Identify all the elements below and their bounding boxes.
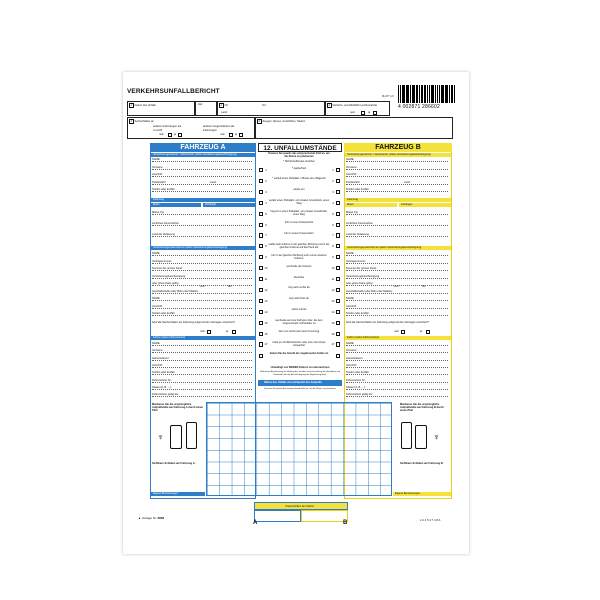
circumstance-9: fuhr in der gleichen Richtung und in einer anderen Kolonne	[271, 253, 327, 260]
b-truck-icon[interactable]	[401, 422, 412, 449]
injuries-label: Verletzte, einschließlich Leichtverletzte	[332, 103, 378, 107]
circ-b-number-13: 13	[331, 298, 335, 303]
barcode-bar	[421, 85, 423, 103]
witnesses-label: Zeugen: Namen, Anschriften, Telefon	[262, 119, 306, 123]
barcode-bar	[425, 85, 426, 103]
b-driver-field-0[interactable]: NAME:	[346, 342, 448, 346]
a-driver-field-5[interactable]: Führerschein Nr.:	[152, 379, 252, 383]
circ-a-number-3: 3	[265, 189, 267, 194]
b-impact-instructions: Markieren Sie die ursprüngliche Aufprallstelle am Fahrzeug B durch einen Pfeil	[400, 403, 444, 412]
sheet-label: BLATT 1/2	[382, 95, 394, 98]
a-policyholder-bar: Versicherungsnehmer / Versicherter (siehe Versicherungsbescheinigung)	[151, 153, 255, 157]
a-driver-field-7[interactable]: Führerschein gültig bis:	[152, 393, 252, 397]
circ-a-number-2: 2	[265, 178, 267, 183]
b-driver-bar: Fahrer (siehe Führerschein)	[345, 336, 451, 340]
a-covered-no-checkbox[interactable]	[207, 330, 211, 334]
a-covered-yes-checkbox[interactable]	[232, 330, 236, 334]
b-policyholder-bar: Versicherungsnehmer / Versicherter (siehe Versicherungsbescheinigung)	[345, 153, 451, 157]
injuries-no-label: nein	[350, 111, 355, 114]
circ-b-checkbox-6[interactable]	[336, 223, 340, 227]
circumstance-17: hatte ein Vorfahrtszeichen oder eine rote Ampel missachtet	[272, 340, 326, 347]
a-driver-field-2[interactable]: Geburtsdatum:	[152, 357, 252, 361]
b-insurer-field-0[interactable]: NAME:	[346, 252, 448, 256]
a-car-icon[interactable]	[170, 425, 182, 449]
b-insurer-field-5[interactable]: Geschäftsstelle (oder Büro oder Makler):	[346, 290, 448, 294]
signatures-label: Unterschriften der Fahrer	[285, 505, 314, 508]
barcode-bar	[424, 85, 425, 103]
circ-b-checkbox-16[interactable]	[336, 332, 340, 336]
a-visible-damage-label: Sichtbare Schäden am Fahrzeug A:	[152, 462, 196, 465]
barcode-bar	[412, 85, 413, 103]
circ-b-number-8: 8	[332, 244, 334, 249]
b-insurer-field-6[interactable]: NAME:	[346, 297, 448, 301]
barcode-bar	[427, 85, 428, 103]
circumstance-2: * verließ einen Parkplatz / öffnete eine Wagentür	[272, 177, 326, 181]
damage-b-yes-label: ja	[235, 133, 238, 136]
b-holder-field-1[interactable]: Vorname:	[346, 166, 448, 170]
circumstance-10: wechselte die Kolonne	[286, 264, 312, 268]
barcode-bar	[442, 85, 443, 103]
circ-a-number-15: 15	[264, 320, 268, 325]
b-driver-field-6[interactable]: Klasse (A, B, ...):	[346, 386, 448, 390]
a-valid-to-label: bis:	[228, 285, 233, 288]
circ-a-number-7: 7	[265, 233, 267, 238]
circumstances-intro: Kreuzen Sie jeweils das entsprechende Feld an, um die Skizze zu präzisieren	[268, 152, 330, 158]
barcode-bar	[449, 85, 450, 103]
other-objects-label: anderen Gegenständen als	[203, 125, 235, 128]
location-box[interactable]: 2 Ort Land: Ort:	[217, 101, 325, 116]
circ-b-checkbox-3[interactable]	[336, 190, 340, 194]
circ-a-number-13: 13	[264, 298, 268, 303]
b-insurer-field-1[interactable]: Vertragsnummer:	[346, 260, 448, 264]
circumstance-14: setzte zurück	[291, 308, 307, 312]
b-driver-field-1[interactable]: Vorname:	[346, 349, 448, 353]
circ-b-checkbox-7[interactable]	[336, 233, 340, 237]
b-visible-damage-label: Sichtbare Schäden am Fahrzeug B:	[400, 462, 444, 465]
a-insurer-field-2[interactable]: Nummer der grünen Karte:	[152, 267, 252, 271]
b-vehicle-field-0[interactable]: Marke,Typ	[346, 211, 448, 215]
b-remarks-bar[interactable]: Eigene Bemerkungen:	[393, 492, 451, 496]
barcode-bar	[398, 85, 399, 103]
barcode-bar	[437, 85, 438, 103]
b-vehicle-bar: Fahrzeug	[345, 198, 451, 202]
property-damage-box: 4 Sachschäden an anderen Fahrzeugen als A und B anderen Gegenständen als Fahrzeugen nein ja nein ja	[127, 117, 255, 139]
other-objects-label-2: Fahrzeugen	[203, 129, 217, 132]
circumstance-15: wechselte auf eine Fahrspur über, die dem Gegenverkehr vorbehalten ist	[275, 319, 323, 325]
circ-b-checkbox-5[interactable]	[336, 212, 340, 216]
a-driver-field-4[interactable]: Telefon oder E-Mail:	[152, 371, 252, 375]
a-holder-field-3[interactable]: Postleitzahl:	[152, 181, 252, 185]
circ-b-checkbox-9[interactable]	[336, 255, 340, 259]
a-valid-from-label: vom:	[200, 285, 206, 288]
a-motorcycle-icon[interactable]: ♆	[157, 432, 164, 442]
publisher-footer	[138, 516, 164, 520]
b-motorcycle-icon[interactable]: ♆	[433, 432, 440, 442]
a-impact-instructions: Markieren Sie die ursprüngliche Aufprallstelle am Fahrzeug A durch einen Pfeil	[152, 403, 203, 412]
circ-b-checkbox-17[interactable]	[336, 342, 340, 346]
circ-b-number-2: 2	[332, 178, 334, 183]
a-insurer-field-0[interactable]: NAME:	[152, 252, 252, 256]
b-holder-field-2[interactable]: Anschrift:	[346, 173, 448, 177]
a-insurer-field-5[interactable]: Geschäftsstelle (oder Büro oder Makler):	[152, 290, 252, 294]
barcode-bar	[416, 85, 417, 103]
circ-b-number-12: 12	[331, 287, 335, 292]
publisher-logo-icon: ▲	[138, 516, 141, 520]
circumstance-12: bog nach rechts ab	[288, 286, 310, 290]
a-land-label: Land:	[210, 180, 217, 184]
a-driver-field-6[interactable]: Klasse (A, B, ...):	[152, 386, 252, 390]
damage-a-yes-label: ja	[174, 133, 177, 136]
b-covered-no-label: nein	[394, 330, 399, 333]
circumstances-note: * Nichtzutreffendes streichen	[283, 160, 315, 163]
circ-b-checkbox-10[interactable]	[336, 266, 340, 270]
barcode-bar	[454, 85, 455, 103]
b-driver-field-3[interactable]: Anschrift:	[346, 364, 448, 368]
circumstance-13: bog nach links ab	[289, 297, 309, 301]
a-holder-field-4[interactable]: Telefon oder E-Mail:	[152, 188, 252, 192]
signatures-bar	[254, 502, 348, 510]
circumstances-heading: 12. UNFALLUMSTÄNDE	[258, 143, 342, 152]
a-vehicle-field-2[interactable]: Land der Zulassung	[152, 233, 252, 237]
circ-b-checkbox-13[interactable]	[336, 299, 340, 303]
serial-number: 2 2 4 5 4 7 4 8 A	[420, 518, 441, 522]
vehicle-a-heading: FAHRZEUG A	[150, 143, 256, 152]
barcode-bar	[402, 85, 403, 103]
a-driver-field-0[interactable]: NAME:	[152, 342, 252, 346]
a-insurer-field-6[interactable]: NAME:	[152, 297, 252, 301]
circ-b-checkbox-8[interactable]	[336, 244, 340, 248]
injuries-no-checkbox[interactable]	[361, 111, 365, 115]
circ-a-number-6: 6	[265, 222, 267, 227]
country-label: Land:	[221, 111, 228, 114]
b-driver-field-4[interactable]: Telefon oder E-Mail:	[346, 371, 448, 375]
location-label: Ort	[224, 103, 229, 107]
a-damage-covered-question: Sind die Sachschäden am Fahrzeug aufgrund des Vertrages versichert?	[152, 321, 235, 324]
circ-a-number-14: 14	[264, 309, 268, 314]
signature-b-field[interactable]	[301, 510, 348, 522]
barcode-bar	[441, 85, 442, 103]
barcode-bar	[403, 85, 404, 103]
circumstance-1: * parkte/hielt	[292, 166, 306, 170]
circ-b-checkbox-2[interactable]	[336, 179, 340, 183]
injuries-yes-label: ja	[368, 111, 371, 114]
barcode-bar	[452, 85, 453, 103]
circ-b-number-4: 4	[332, 200, 334, 205]
witnesses-box[interactable]: 5 Zeugen: Namen, Anschriften, Telefon	[255, 117, 453, 139]
b-vehicle-field-1[interactable]: Amtliches Kennzeichen	[346, 222, 448, 226]
other-vehicles-label: anderen Fahrzeugen als	[153, 125, 182, 128]
barcode-bar	[435, 85, 436, 103]
damage-b-no-label: nein	[220, 133, 225, 136]
circumstance-16: kam von rechts (auf einer Kreuzung)	[278, 330, 320, 333]
circ-b-checkbox-1[interactable]	[336, 168, 340, 172]
a-trailer-bar: Anhänger	[203, 203, 255, 207]
barcode-bar	[432, 85, 434, 103]
b-holder-field-4[interactable]: Telefon oder E-Mail:	[346, 188, 448, 192]
b-driver-field-5[interactable]: Führerschein Nr.:	[346, 379, 448, 383]
a-remarks-bar[interactable]: Eigene Bemerkungen:	[151, 492, 205, 496]
circ-b-number-10: 10	[331, 266, 335, 271]
circ-a-number-8: 8	[265, 244, 267, 249]
publisher-label: Vorlage Nr.	[141, 516, 157, 520]
sketch-title: Skizze des Unfalls zum Zeitpunkt des Aufpralls	[264, 381, 322, 384]
circ-a-number-11: 11	[264, 277, 268, 281]
circumstance-3: parkte ein	[293, 188, 305, 192]
a-motor-bar: Motor	[151, 203, 201, 207]
circ-a-number-17: 17	[264, 342, 268, 347]
a-vehicle-bar: Fahrzeug	[151, 198, 255, 202]
vehicle-b-heading: FAHRZEUG B	[344, 143, 452, 152]
circumstance-4: verließ einen Parkplatz, ein privates Grundstück, einen Weg	[268, 199, 330, 206]
b-trailer-bar: Anhänger	[399, 203, 451, 207]
circ-b-number-5: 5	[332, 211, 334, 216]
b-covered-no-checkbox[interactable]	[401, 330, 405, 334]
a-insurer-field-8[interactable]: Telefon oder E-Mail:	[152, 312, 252, 316]
a-covered-no-label: nein	[200, 330, 205, 333]
b-driver-field-2[interactable]: Geburtsdatum:	[346, 357, 448, 361]
b-holder-field-0[interactable]: NAME:	[346, 158, 448, 162]
barcode-bar	[410, 85, 411, 103]
barcode-bar	[439, 85, 440, 103]
sign-notice: Unbedingt von BEIDEN Fahrern zu unterzeichnen	[270, 366, 330, 369]
circ-b-number-7: 7	[332, 233, 334, 238]
a-driver-field-1[interactable]: Vorname:	[152, 349, 252, 353]
damage-a-yes-checkbox[interactable]	[178, 133, 182, 137]
sketch-hint-text: Kreuzen Sie jeweils das entsprechende Feld an, um die Skizze zu präzisieren	[264, 388, 336, 390]
b-insurer-field-8[interactable]: Telefon oder E-Mail:	[346, 312, 448, 316]
circ-a-number-9: 9	[265, 255, 267, 260]
a-insurer-field-4[interactable]: oder grüne Karte gültig	[152, 282, 252, 286]
a-count-box[interactable]	[259, 354, 263, 358]
circ-b-number-15: 15	[331, 320, 335, 325]
a-insurer-field-7[interactable]: Anschrift:	[152, 305, 252, 309]
circ-b-number-11: 11	[331, 277, 335, 281]
circ-b-number-14: 14	[331, 309, 335, 314]
property-damage-label: Sachschäden an	[134, 119, 154, 123]
other-vehicles-label-2: A und B	[153, 129, 163, 132]
circ-b-checkbox-14[interactable]	[336, 310, 340, 314]
form-title: VERKEHRSUNFALLBERICHT	[127, 88, 220, 95]
circ-b-number-1: 1	[332, 168, 334, 172]
accident-date-box[interactable]: 1 Datum des Unfalls	[127, 101, 195, 116]
signature-a-field[interactable]	[254, 510, 301, 522]
circ-a-number-12: 12	[264, 287, 268, 292]
accident-date-label: Datum des Unfalls	[134, 103, 156, 107]
circ-a-number-1: 1	[265, 168, 267, 172]
circ-b-checkbox-11[interactable]	[336, 277, 340, 281]
b-covered-yes-label: ja	[420, 330, 423, 333]
injuries-box: 3 Verletzte, einschließlich Leichtverletzte nein ja	[325, 101, 390, 116]
barcode-bar	[446, 85, 448, 103]
barcode-bar	[445, 85, 446, 103]
time-box[interactable]	[195, 101, 217, 116]
barcode-number: 4 002871 286602	[398, 104, 440, 110]
circumstance-5: bog ein in einen Parkplatz, ein privates Grundstück, einen Weg	[270, 210, 328, 216]
circ-b-checkbox-15[interactable]	[336, 321, 340, 325]
sketch-hint	[258, 388, 342, 391]
b-insurer-field-3[interactable]: Versicherungsbescheinigung	[346, 275, 448, 279]
b-covered-yes-checkbox[interactable]	[426, 330, 430, 334]
a-insurer-field-3[interactable]: Versicherungsbescheinigung	[152, 275, 252, 279]
a-covered-yes-label: ja	[226, 330, 229, 333]
a-insurer-field-1[interactable]: Vertragsnummer:	[152, 260, 252, 264]
b-motor-bar: Motor	[345, 203, 397, 207]
a-driver-field-3[interactable]: Anschrift:	[152, 364, 252, 368]
sketch-title-bar	[258, 380, 342, 386]
barcode-bar	[419, 85, 420, 103]
a-vehicle-field-1[interactable]: Amtliches Kennzeichen	[152, 222, 252, 226]
barcode-bar	[413, 85, 414, 103]
barcode-bar	[417, 85, 418, 103]
circ-a-number-5: 5	[265, 211, 267, 216]
b-valid-to-label: bis:	[422, 285, 427, 288]
circ-b-checkbox-12[interactable]	[336, 288, 340, 292]
a-holder-field-1[interactable]: Vorname:	[152, 166, 252, 170]
sketch-grid[interactable]	[206, 402, 392, 496]
circ-a-number-4: 4	[265, 200, 267, 205]
circ-b-number-6: 6	[332, 222, 334, 227]
b-insurer-field-4[interactable]: oder grüne Karte gültig	[346, 282, 448, 286]
barcode-bar	[400, 85, 401, 103]
b-insurer-field-7[interactable]: Anschrift:	[346, 305, 448, 309]
b-vehicle-field-2[interactable]: Land der Zulassung	[346, 233, 448, 237]
signature-b-letter: B	[343, 520, 348, 526]
b-valid-from-label: vom:	[394, 285, 400, 288]
a-holder-field-2[interactable]: Anschrift:	[152, 173, 252, 177]
b-count-box[interactable]	[336, 354, 340, 358]
form-number: 2866	[157, 516, 165, 520]
circ-b-number-17: 17	[331, 342, 335, 347]
b-driver-field-7[interactable]: Führerschein gültig bis:	[346, 393, 448, 397]
b-damage-covered-question: Sind die Sachschäden am Fahrzeug aufgrund des Vertrages versichert?	[346, 321, 429, 324]
circumstance-11: überholte	[293, 275, 305, 279]
circ-b-number-9: 9	[332, 255, 334, 260]
b-land-label: Land:	[404, 180, 411, 184]
circumstance-6: fuhr in einen Kreisverkehr	[284, 221, 314, 224]
damage-a-no-checkbox[interactable]	[168, 133, 172, 137]
barcode-bar	[406, 85, 407, 103]
b-car-icon[interactable]	[415, 425, 427, 449]
barcode-bar	[429, 85, 430, 103]
time-label: Zeit	[198, 103, 203, 106]
a-truck-icon[interactable]	[186, 422, 197, 449]
a-insurer-bar: Versicherungsunternehmen (siehe Versicherungsbescheinigung)	[151, 246, 255, 250]
b-insurer-bar: Versicherungsunternehmen (siehe Versicherungsbescheinigung)	[345, 246, 451, 250]
a-holder-field-0[interactable]: NAME:	[152, 158, 252, 162]
damage-a-no-label: nein	[159, 133, 164, 136]
a-vehicle-field-0[interactable]: Marke,Typ	[152, 211, 252, 215]
damage-b-yes-checkbox[interactable]	[239, 133, 243, 137]
b-insurer-field-2[interactable]: Nummer der grünen Karte:	[346, 267, 448, 271]
b-holder-field-3[interactable]: Postleitzahl:	[346, 181, 448, 185]
circ-b-number-16: 16	[331, 331, 335, 336]
barcode-bar	[407, 85, 409, 103]
barcode-bar	[451, 85, 452, 103]
injuries-yes-checkbox[interactable]	[373, 111, 377, 115]
circ-a-number-16: 16	[264, 331, 268, 336]
barcode-bar	[431, 85, 432, 103]
checked-count-label: Geben Sie die Anzahl der angekreuzten Felder an	[269, 352, 329, 355]
damage-b-no-checkbox[interactable]	[229, 133, 233, 137]
sign-notice-detail: Stellt keine Anerkennung der Haftung dar, sondern eine Darstellung der Identitäten und Umstände, die der Beschleunigung der Regulierung dient.	[259, 371, 341, 376]
circumstance-8: prallte beim Fahren in der gleichen Richtung und in der gleichen Kolonne auf das Heck auf	[268, 242, 330, 249]
circ-b-checkbox-4[interactable]	[336, 201, 340, 205]
signature-a-letter: A	[253, 520, 258, 526]
circ-a-number-10: 10	[264, 266, 268, 271]
place-label: Ort:	[262, 104, 267, 107]
circ-b-number-3: 3	[332, 189, 334, 194]
a-driver-bar: Fahrer (siehe Führerschein)	[151, 336, 255, 340]
circumstance-7: fuhr in einem Kreisverkehr	[284, 231, 314, 235]
barcode	[398, 85, 456, 103]
